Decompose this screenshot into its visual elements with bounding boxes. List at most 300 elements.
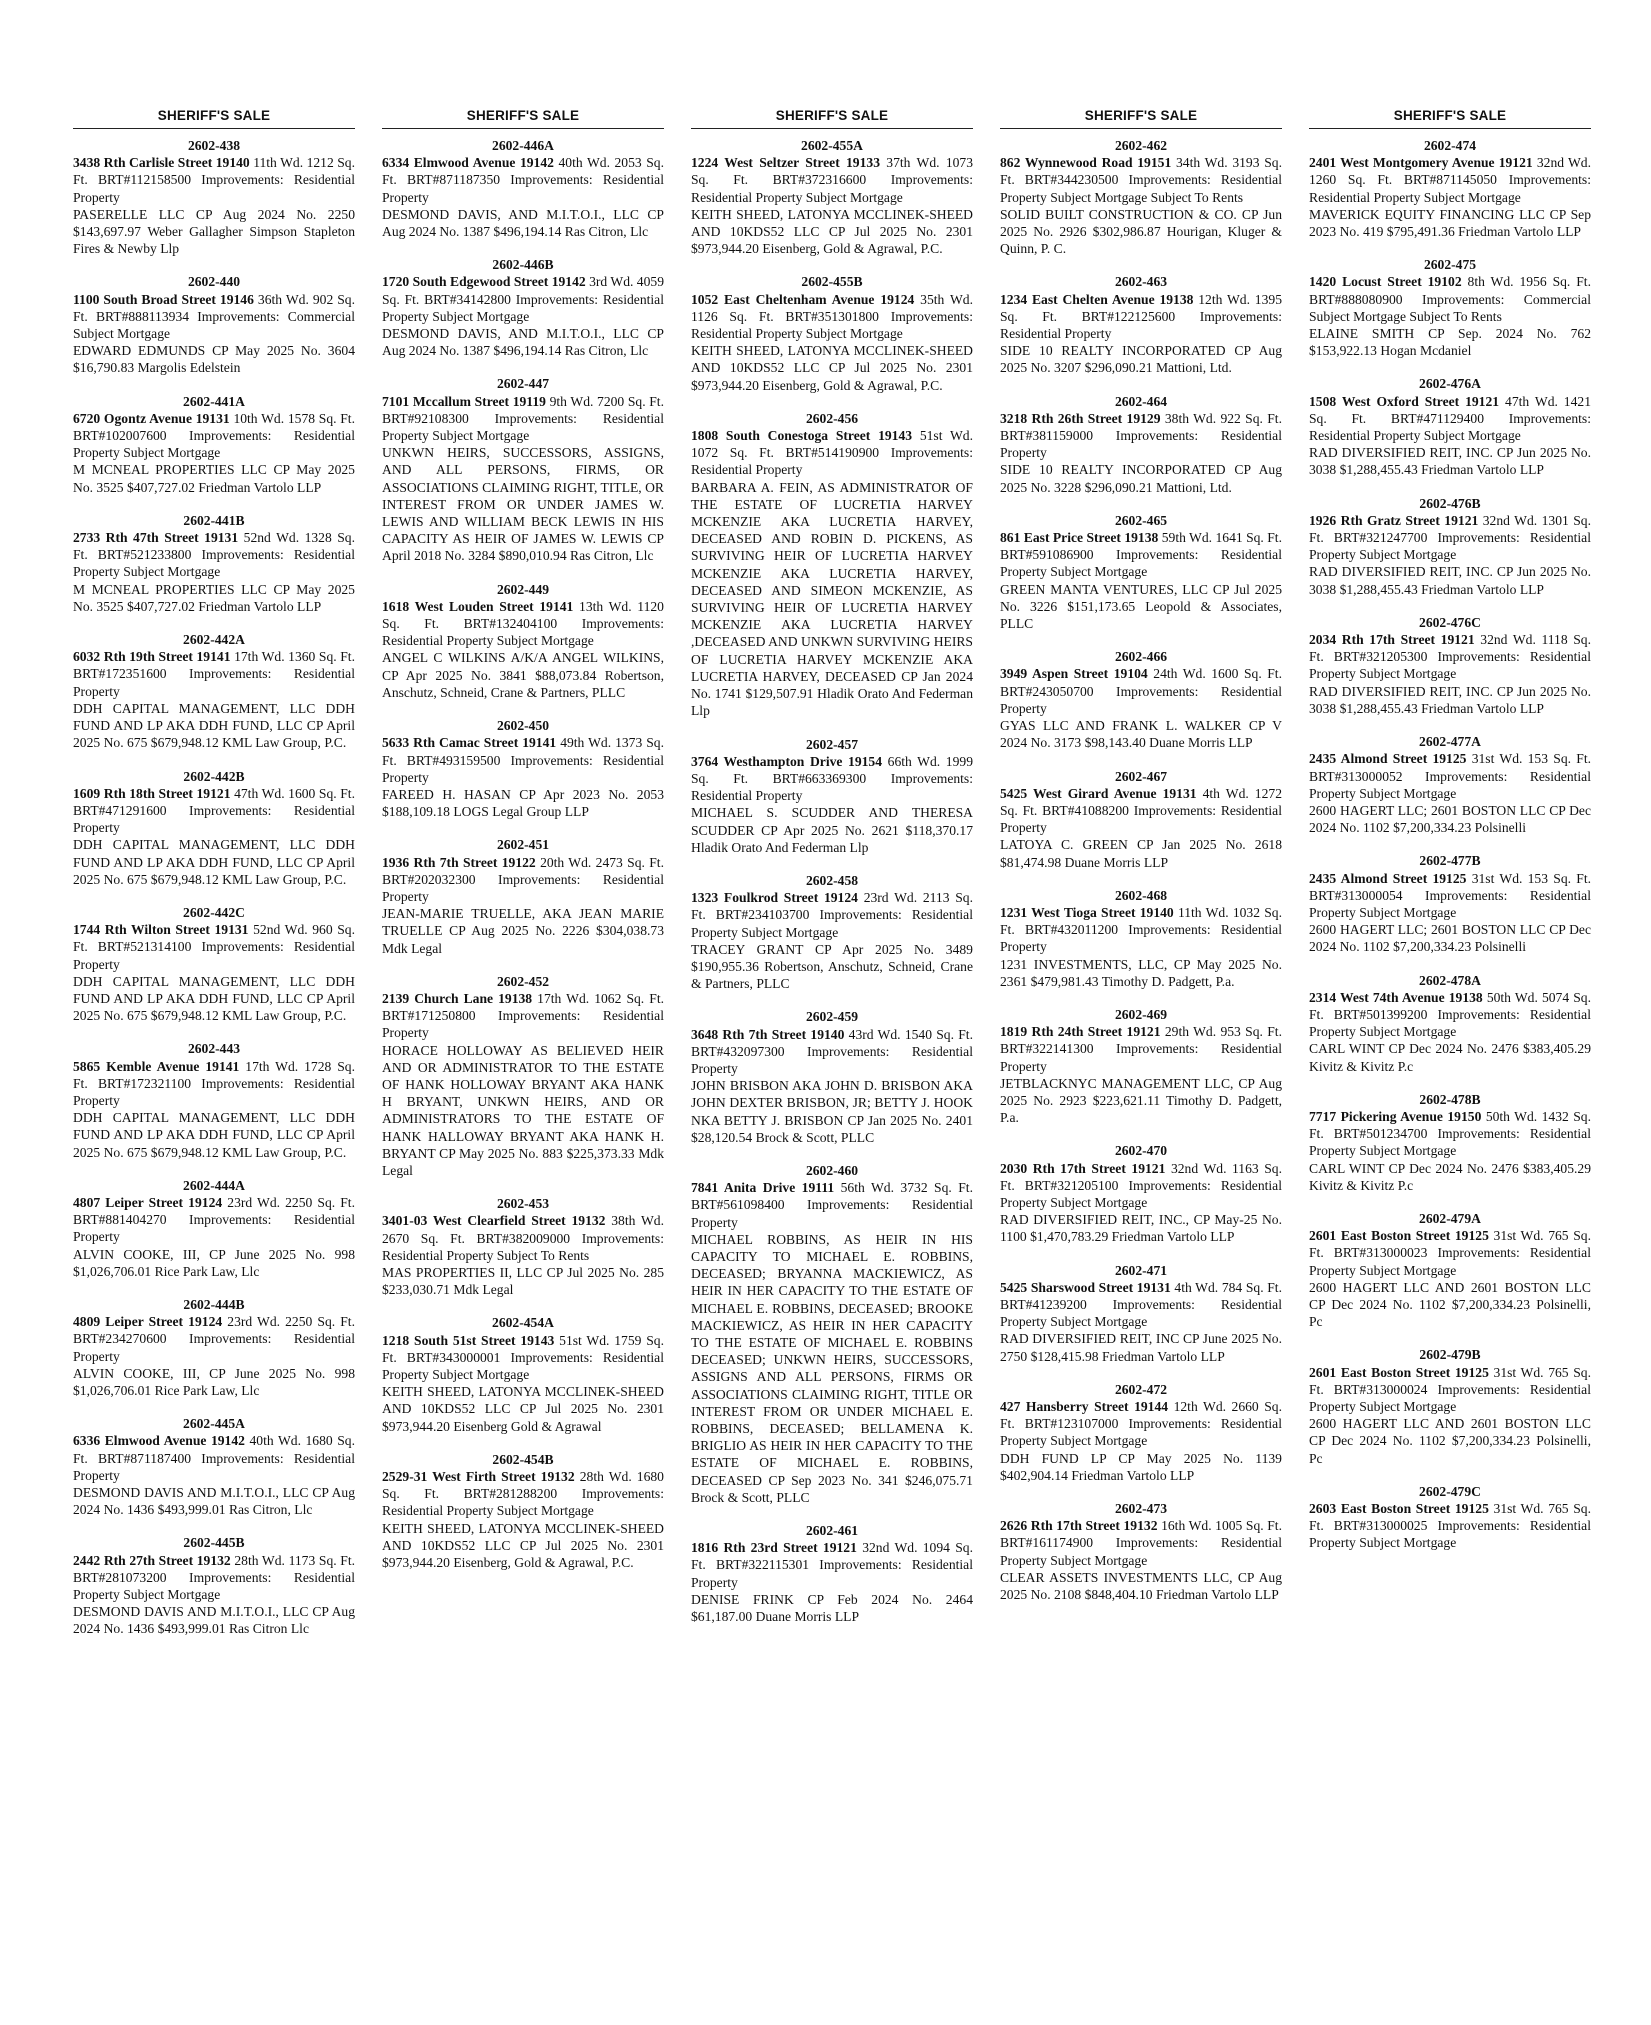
case-number: 2602-442C <box>183 904 245 920</box>
property-description: 11th Wd. 1212 Sq. Ft. BRT#112158500 Improvements: Residential Property <box>73 155 355 205</box>
case-number: 2602-471 <box>1114 1262 1168 1278</box>
defendant-names: CLEAR ASSETS INVESTMENTS LLC, <box>1000 1569 1233 1585</box>
property-description: 17th Wd. 1360 Sq. Ft. BRT#172351600 Improvements: Residential Property <box>73 649 355 699</box>
case-number: 2602-470 <box>1114 1143 1168 1159</box>
case-number: 2602-440 <box>187 274 241 290</box>
sale-listing <box>1309 614 1591 717</box>
listing-body <box>73 291 355 377</box>
defendant-names: SIDE 10 REALTY INCORPORATED <box>1000 462 1226 478</box>
sale-listing <box>1309 495 1591 598</box>
case-number: 2602-442A <box>183 632 245 648</box>
court-case-details: CP Dec 2024 No. 1102 $7,200,334.23 Polsinelli <box>1309 922 1591 955</box>
property-address: 5633 Rth Camac Street 19141 <box>382 735 557 751</box>
sale-listing <box>73 1040 355 1160</box>
sale-listing <box>691 1008 973 1146</box>
court-case-details: CP Dec 2024 No. 2476 $383,405.29 Kivitz & Kivitz P.c <box>1309 1041 1591 1074</box>
sale-listing <box>1309 972 1591 1075</box>
defendant-names: SOLID BUILT CONSTRUCTION & CO. <box>1000 206 1237 222</box>
listing-body <box>73 921 355 1024</box>
defendant-names: ALVIN COOKE, III, <box>73 1365 200 1381</box>
property-description: 31st Wd. 153 Sq. Ft. BRT#313000052 Improvements: Residential Property Subject Mortgage <box>1309 751 1591 801</box>
property-address: 6032 Rth 19th Street 19141 <box>73 649 231 665</box>
property-address: 2601 East Boston Street 19125 <box>1309 1228 1489 1244</box>
property-description: 47th Wd. 1600 Sq. Ft. BRT#471291600 Improvements: Residential Property <box>73 785 355 836</box>
listing-body <box>73 1432 355 1518</box>
court-case-details: CP Feb 2024 No. 2464 $61,187.00 Duane Morris LLP <box>691 1591 973 1625</box>
case-number: 2602-458 <box>805 872 859 888</box>
sale-listing <box>1000 393 1282 496</box>
court-case-details: CP Aug 2024 No. 1436 $493,999.01 Ras Citron, Llc <box>73 1485 355 1518</box>
defendant-names: DDH CAPITAL MANAGEMENT, LLC DDH FUND AND LP AKA DDH FUND, LLC <box>73 1110 355 1143</box>
property-address: 1218 South 51st Street 19143 <box>382 1332 555 1348</box>
sale-listing <box>73 512 355 615</box>
case-number: 2602-446A <box>492 138 554 153</box>
case-number: 2602-446B <box>492 257 554 273</box>
listing-body <box>691 427 973 719</box>
defendant-names: MICHAEL ROBBINS, AS HEIR IN HIS CAPACITY TO MICHAEL E. ROBBINS, DECEASED; BRYANNA MACKIEWICZ, AS HEIR IN HER CAPACITY TO THE ESTATE OF MICHAEL E. ROBBINS, DECEASED; BROOKE MACKIEWICZ, AS HEIR IN HER CAPACITY TO THE ESTATE OF MICHAEL E. ROBBINS DECEASED; UNKWN HEIRS, SUCCESSORS, ASSIGNS AND ALL PERSONS, FIRMS OR ASSOCIATIONS CLAIMING RIGHT, TITLE OR INTEREST FROM OR UNDER MICHAEL E. ROBBINS, DECEASED; BELLAMENA K. BRIGLIO AS HEIR IN HER CAPACITY TO THE ESTATE OF MICHAEL E. ROBBINS, DECEASED <box>691 1231 973 1488</box>
property-description: 20th Wd. 2473 Sq. Ft. BRT#202032300 Improvements: Residential Property <box>382 854 664 904</box>
case-number: 2602-460 <box>805 1162 859 1178</box>
defendant-names: EDWARD EDMUNDS <box>73 343 206 359</box>
court-case-details: CP May 2025 No. 1139 $402,904.14 Friedman Vartolo LLP <box>1000 1450 1282 1483</box>
sale-listing <box>1309 137 1591 240</box>
sale-listing <box>691 273 973 393</box>
court-case-details: CP Dec 2024 No. 1102 $7,200,334.23 Polsinelli, Pc <box>1309 1433 1591 1466</box>
case-number: 2602-459 <box>805 1009 859 1025</box>
property-description: 28th Wd. 1680 Sq. Ft. BRT#281288200 Improvements: Residential Property Subject Mortgage <box>382 1469 664 1519</box>
sale-listing <box>1000 1006 1282 1126</box>
case-number: 2602-463 <box>1114 274 1168 290</box>
property-address: 1234 East Chelten Avenue 19138 <box>1000 291 1194 307</box>
defendant-names: M MCNEAL PROPERTIES LLC <box>73 462 267 478</box>
property-address: 1100 South Broad Street 19146 <box>73 291 254 307</box>
case-number: 2602-476C <box>1419 614 1481 630</box>
case-number: 2602-468 <box>1114 887 1168 903</box>
listing-body <box>691 1179 973 1506</box>
case-number: 2602-455B <box>801 274 863 290</box>
listing-body <box>1000 904 1282 990</box>
court-case-details: CP April 2025 No. 675 $679,948.12 KML Law Group, P.C. <box>73 1127 355 1160</box>
defendant-names: RAD DIVERSIFIED REIT, INC. <box>1309 564 1493 580</box>
property-description: 3rd Wd. 4059 Sq. Ft. BRT#34142800 Improvements: Residential Property Subject Mortgage <box>382 274 664 324</box>
defendant-names: DDH FUND LP <box>1000 1450 1107 1466</box>
listing-body <box>382 393 664 565</box>
sale-listing <box>1309 1346 1591 1466</box>
court-case-details: CP May 2025 No. 3525 $407,727.02 Friedman Vartolo LLP <box>73 581 355 614</box>
column-1 <box>73 108 355 1654</box>
column-5 <box>1309 108 1591 1654</box>
court-case-details: CP May 2025 No. 3604 $16,790.83 Margolis Edelstein <box>73 343 355 376</box>
case-number: 2602-456 <box>805 410 859 426</box>
property-description: 51st Wd. 1072 Sq. Ft. BRT#514190900 Improvements: Residential Property <box>691 428 973 478</box>
property-address: 4807 Leiper Street 19124 <box>73 1194 223 1210</box>
sale-listing <box>382 1314 664 1434</box>
sale-listing <box>73 1296 355 1399</box>
sale-listing <box>1000 887 1282 990</box>
court-case-details: CP Apr 2023 No. 2053 $188,109.18 LOGS Legal Group LLP <box>382 786 664 820</box>
court-case-details: CP May 2025 No. 2361 $479,981.43 Timothy D. Padgett, P.a. <box>1000 956 1282 989</box>
listing-body <box>1309 512 1591 598</box>
court-case-details: CP April 2018 No. 3284 $890,010.94 Ras Citron, Llc <box>382 531 664 564</box>
defendant-names: LATOYA C. GREEN <box>1000 837 1128 853</box>
court-case-details: CP Jun 2025 No. 3038 $1,288,455.43 Friedman Vartolo LLP <box>1309 683 1591 716</box>
defendant-names: DESMOND DAVIS, AND M.I.T.O.I., LLC <box>382 326 639 342</box>
court-case-details: CP Apr 2025 No. 3841 $88,073.84 Robertson, Anschutz, Schneid, Crane & Partners, PLLC <box>382 667 664 700</box>
case-number: 2602-454A <box>492 1315 554 1331</box>
defendant-names: CARL WINT <box>1309 1160 1385 1176</box>
case-number: 2602-476A <box>1419 376 1481 392</box>
case-number: 2602-472 <box>1114 1381 1168 1397</box>
property-address: 6336 Elmwood Avenue 19142 <box>73 1433 245 1449</box>
property-address: 2034 Rth 17th Street 19121 <box>1309 632 1475 648</box>
case-number: 2602-464 <box>1114 393 1168 409</box>
court-case-details: CP Jan 2024 No. 1741 $129,507.91 Hladik Orato And Federman Llp <box>691 668 973 719</box>
sale-listing <box>691 872 973 992</box>
case-number: 2602-444B <box>183 1296 245 1312</box>
court-case-details: CP Dec 2024 No. 1102 $7,200,334.23 Polsinelli <box>1309 802 1591 836</box>
sale-listing <box>1000 137 1282 257</box>
court-case-details: CP Sep 2023 No. 341 $246,075.71 Brock & Scott, PLLC <box>691 1472 973 1505</box>
property-description: 32nd Wd. 1094 Sq. Ft. BRT#322115301 Improvements: Residential Property <box>691 1540 973 1590</box>
case-number: 2602-452 <box>496 973 550 989</box>
property-address: 1744 Rth Wilton Street 19131 <box>73 922 249 938</box>
property-address: 1609 Rth 18th Street 19121 <box>73 785 231 801</box>
sale-listing <box>691 1162 973 1506</box>
listing-body <box>1000 1279 1282 1365</box>
listing-body <box>691 291 973 394</box>
sale-listing <box>1309 375 1591 478</box>
case-number: 2602-473 <box>1114 1501 1168 1517</box>
property-description: 29th Wd. 953 Sq. Ft. BRT#322141300 Improvements: Residential Property <box>1000 1024 1282 1074</box>
defendant-names: GREEN MANTA VENTURES, LLC <box>1000 581 1208 597</box>
property-description: 31st Wd. 765 Sq. Ft. BRT#313000023 Improvements: Residential Property Subject Mortgage <box>1309 1228 1591 1278</box>
listing-body <box>1000 291 1282 377</box>
court-case-details: CP Jun 2025 No. 3038 $1,288,455.43 Friedman Vartolo LLP <box>1309 445 1591 478</box>
property-description: 47th Wd. 1421 Sq. Ft. BRT#471129400 Improvements: Residential Property Subject Mortgage <box>1309 393 1591 444</box>
court-case-details: CP Jul 2025 No. 2301 $973,944.20 Eisenberg, Gold & Agrawal, P.C. <box>691 224 973 257</box>
property-address: 2139 Church Lane 19138 <box>382 990 533 1006</box>
property-description: 28th Wd. 1173 Sq. Ft. BRT#281073200 Improvements: Residential Property Subject Mortgage <box>73 1552 355 1603</box>
defendant-names: ALVIN COOKE, III, <box>73 1246 200 1262</box>
property-address: 2401 West Montgomery Avenue 19121 <box>1309 155 1533 171</box>
listing-body <box>73 529 355 615</box>
defendant-names: JOHN BRISBON AKA JOHN D. BRISBON AKA JOHN DEXTER BRISBON, JR; BETTY J. HOOK NKA BETTY J. BRISBON <box>691 1078 973 1128</box>
case-number: 2602-461 <box>805 1523 859 1539</box>
defendant-names: DDH CAPITAL MANAGEMENT, LLC DDH FUND AND LP AKA DDH FUND, LLC <box>73 973 355 1006</box>
defendant-names: KEITH SHEED, LATONYA MCCLINEK-SHEED AND 10KDS52 LLC <box>691 343 973 376</box>
court-case-details: CP Aug 2024 No. 1387 $496,194.14 Ras Citron, Llc <box>382 206 664 240</box>
property-address: 4809 Leiper Street 19124 <box>73 1314 223 1330</box>
entries-list <box>1309 137 1591 1552</box>
listing-body <box>1000 1517 1282 1603</box>
property-description: 38th Wd. 922 Sq. Ft. BRT#381159000 Improvements: Residential Property <box>1000 410 1282 461</box>
property-address: 3764 Westhampton Drive 19154 <box>691 753 883 769</box>
property-description: 52nd Wd. 960 Sq. Ft. BRT#521314100 Improvements: Residential Property <box>73 922 355 972</box>
listing-body <box>691 753 973 856</box>
property-address: 427 Hansberry Street 19144 <box>1000 1399 1169 1414</box>
listing-body <box>73 154 355 257</box>
sale-listing <box>1000 768 1282 871</box>
listing-body <box>73 1194 355 1280</box>
listing-body <box>1000 1160 1282 1246</box>
case-number: 2602-453 <box>496 1196 550 1212</box>
case-number: 2602-445B <box>183 1535 245 1551</box>
property-description: 51st Wd. 1759 Sq. Ft. BRT#343000001 Improvements: Residential Property Subject Mortgage <box>382 1332 664 1382</box>
case-number: 2602-455A <box>801 138 863 153</box>
property-description: 17th Wd. 1062 Sq. Ft. BRT#171250800 Improvements: Residential Property <box>382 990 664 1041</box>
property-description: 32nd Wd. 1301 Sq. Ft. BRT#321247700 Improvements: Residential Property Subject Mortgage <box>1309 512 1591 563</box>
column-header: SHERIFF'S SALE <box>691 108 973 129</box>
court-case-details: CP April 2025 No. 675 $679,948.12 KML Law Group, P.C. <box>73 854 355 887</box>
property-address: 2603 East Boston Street 19125 <box>1309 1501 1489 1517</box>
property-description: 32nd Wd. 1163 Sq. Ft. BRT#321205100 Improvements: Residential Property Subject Mortgage <box>1000 1160 1282 1210</box>
property-description: 56th Wd. 3732 Sq. Ft. BRT#561098400 Improvements: Residential Property <box>691 1180 973 1230</box>
property-description: 43rd Wd. 1540 Sq. Ft. BRT#432097300 Improvements: Residential Property <box>691 1026 973 1076</box>
property-address: 1819 Rth 24th Street 19121 <box>1000 1024 1161 1040</box>
case-number: 2602-441A <box>183 393 245 409</box>
defendant-names: BARBARA A. FEIN, AS ADMINISTRATOR OF THE ESTATE OF LUCRETIA HARVEY MCKENZIE AKA LUCRETIA HARVEY, DECEASED AND ROBIN D. PICKENS, AS SURVIVING HEIR OF LUCRETIA HARVEY MCKENZIE AKA LUCRETIA HARVEY, DECEASED AND SIMEON MCKENZIE, AS SURVIVING HEIR OF LUCRETIA HARVEY MCKENZIE AKA LUCRETIA HARVEY ,DECEASED AND UNKWN SURVIVING HEIRS OF LUCRETIA HARVEY MCKENZIE AKA LUCRETIA HARVEY, DECEASED <box>691 479 973 684</box>
court-case-details: CP Aug 2024 No. 2250 $143,697.97 Weber Gallagher Simpson Stapleton Fires & Newby Llp <box>73 206 355 257</box>
defendant-names: KEITH SHEED, LATONYA MCCLINEK-SHEED AND 10KDS52 LLC <box>382 1520 664 1553</box>
court-case-details: CP Jul 2025 No. 2301 $973,944.20 Eisenberg, Gold & Agrawal, P.C. <box>382 1537 664 1571</box>
defendant-names: RAD DIVERSIFIED REIT, INC., <box>1000 1212 1190 1228</box>
property-address: 1231 West Tioga Street 19140 <box>1000 904 1174 920</box>
listing-body <box>382 990 664 1179</box>
defendant-names: CARL WINT <box>1309 1041 1385 1057</box>
property-description: 11th Wd. 1032 Sq. Ft. BRT#432011200 Improvements: Residential Property <box>1000 904 1282 955</box>
listing-body <box>73 410 355 496</box>
defendant-names: 2600 HAGERT LLC; 2601 BOSTON LLC <box>1309 922 1546 938</box>
defendant-names: RAD DIVERSIFIED REIT, INC. <box>1309 445 1493 461</box>
property-description: 9th Wd. 7200 Sq. Ft. BRT#92108300 Improvements: Residential Property Subject Mortgage <box>382 393 664 444</box>
case-number: 2602-438 <box>187 138 241 153</box>
defendant-names: FAREED H. HASAN <box>382 786 511 802</box>
entries-list <box>691 137 973 1625</box>
defendant-names: DESMOND DAVIS, AND M.I.T.O.I., LLC <box>382 206 639 222</box>
sale-listing <box>1000 512 1282 632</box>
listing-body <box>691 1026 973 1146</box>
property-address: 2529-31 West Firth Street 19132 <box>382 1469 575 1485</box>
defendant-names: 2600 HAGERT LLC AND 2601 BOSTON LLC <box>1309 1279 1591 1295</box>
court-case-details: CP May-25 No. 1100 $1,470,783.29 Friedman Vartolo LLP <box>1000 1212 1282 1245</box>
listing-body <box>1000 529 1282 632</box>
case-number: 2602-479C <box>1419 1483 1481 1499</box>
property-description: 32nd Wd. 1260 Sq. Ft. BRT#871145050 Improvements: Residential Property Subject Mortgage <box>1309 155 1591 205</box>
listing-body <box>382 1212 664 1298</box>
defendant-names: MAVERICK EQUITY FINANCING LLC <box>1309 206 1545 222</box>
defendant-names: ELAINE SMITH <box>1309 326 1415 342</box>
property-description: 32nd Wd. 1118 Sq. Ft. BRT#321205300 Improvements: Residential Property Subject Mortgage <box>1309 632 1591 682</box>
property-description: 31st Wd. 765 Sq. Ft. BRT#313000024 Improvements: Residential Property Subject Mortgage <box>1309 1364 1591 1414</box>
listing-body <box>382 854 664 957</box>
property-address: 2626 Rth 17th Street 19132 <box>1000 1518 1158 1534</box>
defendant-names: SIDE 10 REALTY INCORPORATED <box>1000 343 1226 359</box>
case-number: 2602-469 <box>1114 1006 1168 1022</box>
property-description: 49th Wd. 1373 Sq. Ft. BRT#493159500 Improvements: Residential Property <box>382 735 664 785</box>
court-case-details: CP Aug 2025 No. 3207 $296,090.21 Mattioni, Ltd. <box>1000 343 1282 376</box>
listing-body <box>691 154 973 257</box>
property-description: 66th Wd. 1999 Sq. Ft. BRT#663369300 Improvements: Residential Property <box>691 753 973 804</box>
sale-listing <box>382 717 664 820</box>
property-description: 24th Wd. 1600 Sq. Ft. BRT#243050700 Improvements: Residential Property <box>1000 666 1282 716</box>
property-address: 3218 Rth 26th Street 19129 <box>1000 410 1161 426</box>
court-case-details: CP Jun 2025 No. 3038 $1,288,455.43 Friedman Vartolo LLP <box>1309 564 1591 597</box>
case-number: 2602-466 <box>1114 649 1168 665</box>
property-description: 17th Wd. 1728 Sq. Ft. BRT#172321100 Improvements: Residential Property <box>73 1058 355 1108</box>
listing-body <box>382 734 664 820</box>
property-address: 1936 Rth 7th Street 19122 <box>382 854 536 870</box>
court-case-details: CP Dec 2024 No. 1102 $7,200,334.23 Polsinelli, Pc <box>1309 1296 1591 1330</box>
sale-listing <box>1000 1142 1282 1245</box>
property-description: 40th Wd. 1680 Sq. Ft. BRT#871187400 Improvements: Residential Property <box>73 1433 355 1483</box>
sale-listing <box>73 1415 355 1518</box>
property-description: 16th Wd. 1005 Sq. Ft. BRT#161174900 Improvements: Residential Property Subject Mortgage <box>1000 1518 1282 1568</box>
defendant-names: HORACE HOLLOWAY AS BELIEVED HEIR AND OR ADMINISTRATOR TO THE ESTATE OF HANK HOLLOWAY BRYANT AKA HANK H BRYANT, UNKWN HEIRS, AND OR ADMINISTRATORS TO THE ESTATE OF HANK HALLOWAY BRYANT AKA HANK H. BRYANT <box>382 1042 664 1161</box>
property-description: 4th Wd. 784 Sq. Ft. BRT#41239200 Improvements: Residential Property Subject Mortgage <box>1000 1279 1282 1330</box>
defendant-names: MICHAEL S. SCUDDER AND THERESA SCUDDER <box>691 805 973 838</box>
property-address: 7717 Pickering Avenue 19150 <box>1309 1108 1482 1124</box>
defendant-names: RAD DIVERSIFIED REIT, INC <box>1000 1331 1180 1347</box>
case-number: 2602-454B <box>492 1451 554 1467</box>
sale-listing <box>382 375 664 564</box>
sale-listing <box>73 1177 355 1280</box>
listing-body <box>1309 1108 1591 1194</box>
property-address: 3949 Aspen Street 19104 <box>1000 666 1148 682</box>
court-case-details: CP Jul 2025 No. 3226 $151,173.65 Leopold & Associates, PLLC <box>1000 581 1282 632</box>
court-case-details: CP June 2025 No. 998 $1,026,706.01 Rice Park Law, Llc <box>73 1365 355 1398</box>
property-address: 1052 East Cheltenham Avenue 19124 <box>691 291 915 307</box>
property-address: 2442 Rth 27th Street 19132 <box>73 1552 231 1568</box>
listing-body <box>1309 989 1591 1075</box>
defendant-names: DESMOND DAVIS AND M.I.T.O.I., LLC <box>73 1604 309 1620</box>
sale-listing <box>691 736 973 856</box>
court-case-details: CP Apr 2025 No. 3489 $190,955.36 Robertson, Anschutz, Schneid, Crane & Partners, PLLC <box>691 941 973 992</box>
defendant-names: 1231 INVESTMENTS, LLC, <box>1000 956 1168 972</box>
listing-body <box>73 1552 355 1638</box>
court-case-details: CP Jul 2025 No. 285 $233,030.71 Mdk Legal <box>382 1264 664 1298</box>
sale-listing <box>1000 648 1282 751</box>
column-header: SHERIFF'S SALE <box>1309 108 1591 129</box>
sale-listing <box>691 410 973 720</box>
property-address: 1420 Locust Street 19102 <box>1309 274 1462 290</box>
property-description: 31st Wd. 153 Sq. Ft. BRT#313000054 Improvements: Residential Property Subject Mortgage <box>1309 870 1591 920</box>
property-address: 1926 Rth Gratz Street 19121 <box>1309 512 1479 528</box>
property-address: 7101 Mccallum Street 19119 <box>382 393 546 409</box>
court-case-details: CP June 2025 No. 2750 $128,415.98 Friedman Vartolo LLP <box>1000 1331 1282 1364</box>
listing-body <box>1309 154 1591 240</box>
defendant-names: TRACEY GRANT <box>691 941 804 957</box>
listing-body <box>73 1058 355 1161</box>
case-number: 2602-476B <box>1419 495 1481 511</box>
sale-listing <box>382 137 664 240</box>
case-number: 2602-477B <box>1419 853 1481 869</box>
defendant-names: 2600 HAGERT LLC AND 2601 BOSTON LLC <box>1309 1416 1591 1432</box>
listing-body <box>382 273 664 359</box>
property-description: 38th Wd. 2670 Sq. Ft. BRT#382009000 Improvements: Residential Property Subject To Rents <box>382 1213 664 1263</box>
property-address: 6334 Elmwood Avenue 19142 <box>382 155 554 171</box>
property-description: 13th Wd. 1120 Sq. Ft. BRT#132404100 Improvements: Residential Property Subject Mortgage <box>382 598 664 649</box>
court-case-details: CP Aug 2025 No. 2226 $304,038.73 Mdk Legal <box>382 923 664 956</box>
property-address: 1508 West Oxford Street 19121 <box>1309 393 1500 409</box>
property-address: 5425 West Girard Avenue 19131 <box>1000 785 1197 801</box>
court-case-details: CP V 2024 No. 3173 $98,143.40 Duane Morris LLP <box>1000 718 1282 751</box>
property-description: 50th Wd. 5074 Sq. Ft. BRT#501399200 Improvements: Residential Property Subject Mortgage <box>1309 989 1591 1040</box>
defendant-names: ANGEL C WILKINS A/K/A ANGEL WILKINS, <box>382 650 664 666</box>
case-number: 2602-479B <box>1419 1347 1481 1363</box>
defendant-names: DENISE FRINK <box>691 1591 794 1607</box>
sale-listing <box>382 1451 664 1571</box>
columns <box>73 108 1610 1654</box>
column-header: SHERIFF'S SALE <box>382 108 664 129</box>
court-case-details: CP Sep 2023 No. 419 $795,491.36 Friedman Vartolo LLP <box>1309 206 1591 240</box>
listing-body <box>1309 273 1591 359</box>
property-address: 3438 Rth Carlisle Street 19140 <box>73 155 250 171</box>
court-case-details: CP Sep. 2024 No. 762 $153,922.13 Hogan Mcdaniel <box>1309 326 1591 359</box>
listing-body <box>1000 785 1282 871</box>
sale-listing <box>382 836 664 956</box>
case-number: 2602-441B <box>183 512 245 528</box>
sale-listing <box>1000 1500 1282 1603</box>
listing-body <box>1000 410 1282 496</box>
sale-listing <box>1309 1091 1591 1194</box>
defendant-names: GYAS LLC AND FRANK L. WALKER <box>1000 718 1242 734</box>
case-number: 2602-467 <box>1114 768 1168 784</box>
property-description: 31st Wd. 765 Sq. Ft. BRT#313000025 Improvements: Residential Property Subject Mortgage <box>1309 1501 1591 1551</box>
column-header: SHERIFF'S SALE <box>73 108 355 129</box>
sale-listing <box>691 137 973 257</box>
column-4 <box>1000 108 1282 1654</box>
property-address: 862 Wynnewood Road 19151 <box>1000 155 1172 171</box>
court-case-details: CP Jan 2025 No. 2401 $28,120.54 Brock & Scott, PLLC <box>691 1112 973 1145</box>
sale-listing <box>382 1195 664 1298</box>
sale-listing <box>382 973 664 1179</box>
sale-listing <box>73 393 355 496</box>
property-description: 12th Wd. 1395 Sq. Ft. BRT#122125600 Improvements: Residential Property <box>1000 291 1282 342</box>
property-description: 52nd Wd. 1328 Sq. Ft. BRT#521233800 Improvements: Residential Property Subject Mortgage <box>73 530 355 580</box>
entries-list <box>73 137 355 1638</box>
sale-listing <box>73 768 355 888</box>
property-address: 1816 Rth 23rd Street 19121 <box>691 1540 857 1556</box>
court-case-details: CP Aug 2025 No. 2108 $848,404.10 Friedman Vartolo LLP <box>1000 1569 1282 1603</box>
property-address: 2435 Almond Street 19125 <box>1309 870 1467 886</box>
court-case-details: CP April 2025 No. 675 $679,948.12 KML Law Group, P.C. <box>73 990 355 1024</box>
court-case-details: CP Dec 2024 No. 2476 $383,405.29 Kivitz & Kivitz P.c <box>1309 1160 1591 1193</box>
entries-list <box>1000 137 1282 1603</box>
property-address: 1323 Foulkrod Street 19124 <box>691 890 858 906</box>
listing-body <box>1000 1398 1282 1484</box>
case-number: 2602-449 <box>496 581 550 597</box>
sale-listing <box>1309 1483 1591 1552</box>
property-description: 10th Wd. 1578 Sq. Ft. BRT#102007600 Improvements: Residential Property Subject Mortgage <box>73 410 355 461</box>
case-number: 2602-465 <box>1114 512 1168 528</box>
listing-body <box>73 648 355 751</box>
listing-body <box>1309 750 1591 836</box>
listing-body <box>382 1332 664 1435</box>
defendant-names: DESMOND DAVIS AND M.I.T.O.I., LLC <box>73 1485 309 1501</box>
court-case-details: CP Jun 2025 No. 2926 $302,986.87 Hourigan, Kluger & Quinn, P. C. <box>1000 206 1282 257</box>
property-description: 23rd Wd. 2250 Sq. Ft. BRT#881404270 Improvements: Residential Property <box>73 1194 355 1245</box>
court-case-details: CP April 2025 No. 675 $679,948.12 KML Law Group, P.C. <box>73 718 355 751</box>
property-description: 8th Wd. 1956 Sq. Ft. BRT#888080900 Improvements: Commercial Subject Mortgage Subject To Rents <box>1309 274 1591 324</box>
court-case-details: CP Jul 2025 No. 2301 $973,944.20 Eisenberg Gold & Agrawal <box>382 1401 664 1434</box>
case-number: 2602-442B <box>183 768 245 784</box>
column-2 <box>382 108 664 1654</box>
court-case-details: CP Aug 2024 No. 1387 $496,194.14 Ras Citron, Llc <box>382 326 664 359</box>
listing-body <box>1309 1364 1591 1467</box>
property-address: 2733 Rth 47th Street 19131 <box>73 530 239 546</box>
case-number: 2602-474 <box>1423 138 1477 153</box>
property-address: 2314 West 74th Avenue 19138 <box>1309 989 1483 1005</box>
